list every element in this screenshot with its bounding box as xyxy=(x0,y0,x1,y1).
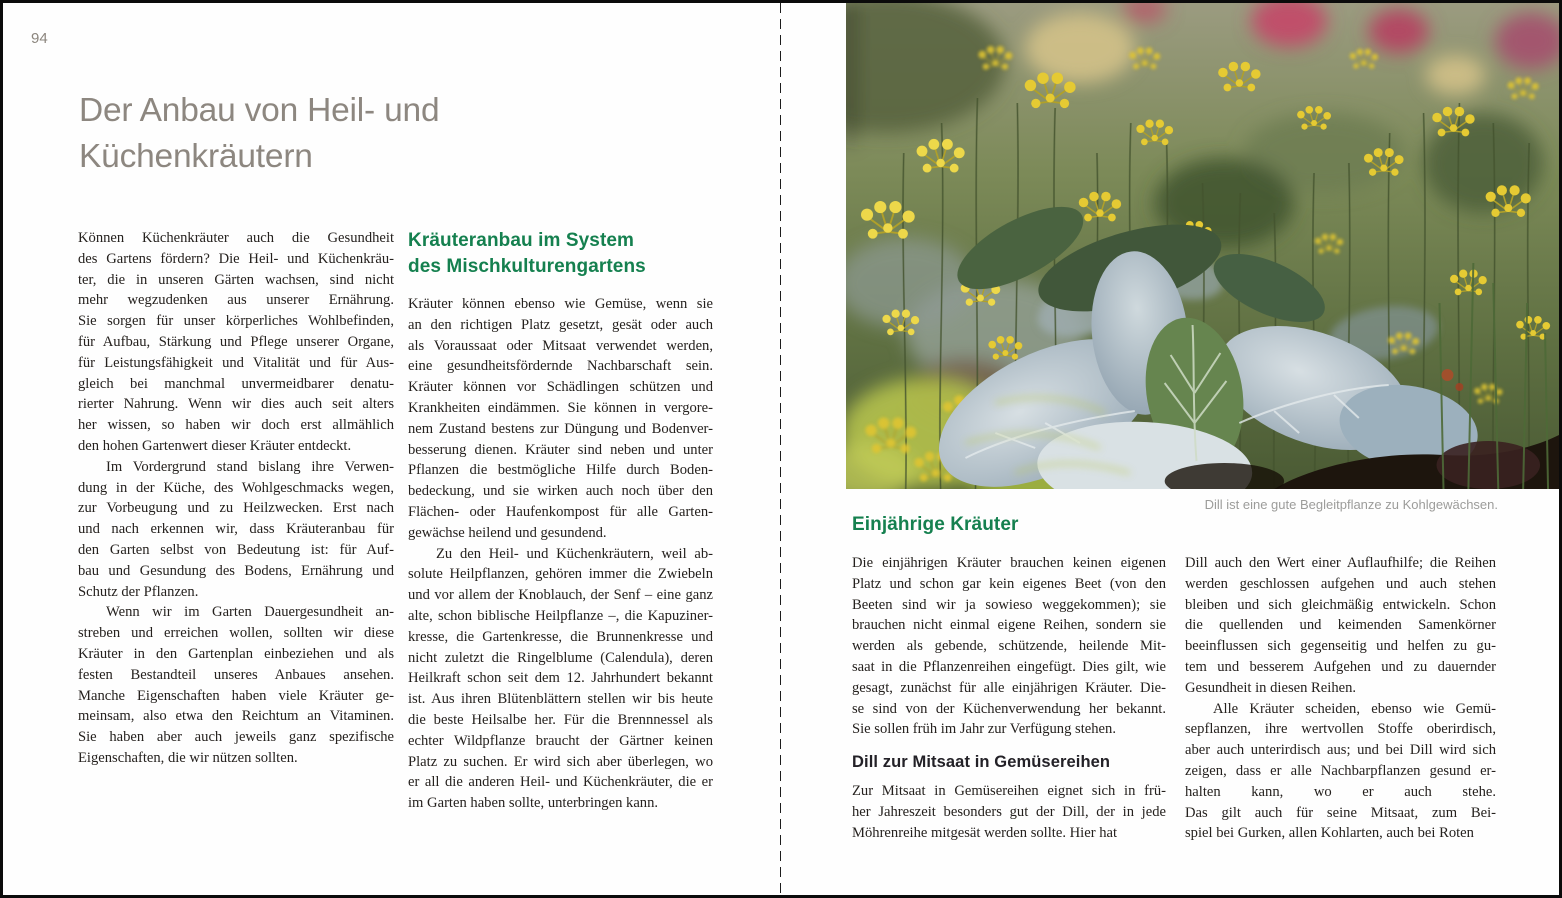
text-line: nem Zustand bestens zur Düngung und Bodenver- xyxy=(408,420,713,437)
text-line: ist. Aus ihren Blütenblättern stellen wir bis heute xyxy=(408,691,713,708)
paragraph xyxy=(78,228,394,457)
text-line: festen Bestandteil unseres Anbaues ansehen. xyxy=(78,666,394,683)
chapter-title xyxy=(79,88,439,180)
text-line: echter Wildpflanze braucht der Gärtner keinen xyxy=(408,732,713,749)
text-line: zur Vorbeugung und zu Heilzwecken. Erst nach xyxy=(78,500,394,517)
text-line: her Jahreszeit besonders gut der Dill, der in jede xyxy=(852,803,1166,820)
text-line: beeinflussen sich gegenseitig und helfen zu gu- xyxy=(1185,638,1496,655)
text-line: bau und Gesundung des Bodens, Ernährung und xyxy=(78,562,394,579)
paragraph xyxy=(408,294,713,544)
text-line: dung in der Küche, des Wohlgeschmacks wegen, xyxy=(78,479,394,496)
text-line: spiel bei Gurken, allen Kohlarten, auch bei Roten xyxy=(1185,825,1474,842)
text-line: kresse, die Gartenkresse, die Brunnenkresse und xyxy=(408,628,713,645)
paragraph xyxy=(78,602,394,768)
text-line: Können Küchenkräuter auch die Gesundheit xyxy=(78,230,394,246)
text-line: nicht zuletzt die Ringelblume (Calendula), deren xyxy=(408,649,713,666)
heading-line: Kräuteranbau im System xyxy=(408,230,635,251)
text-line: bedeckung, und sie wirken auch noch über den xyxy=(408,483,713,500)
text-line: an den richtigen Platz gesetzt, gesät oder auch xyxy=(408,316,713,333)
text-line: die beste Heilsalbe her. Für die Brennnessel als xyxy=(408,711,713,728)
text-line: er all die anderen Heil- und Küchenkräuter, die er xyxy=(408,774,713,791)
text-line: und nach erkennen wir, dass Kräuteranbau für xyxy=(78,521,394,538)
right-page-right-column xyxy=(1185,553,1496,844)
text-line: rierter Nahrung. Wenn wir dies auch seit alters xyxy=(78,396,394,413)
text-line: werden als gebende, schützende, heilende Mit- xyxy=(852,638,1166,655)
text-line: aber auch unterirdisch aus; und bei Dill wird sich xyxy=(1185,742,1496,759)
paragraph xyxy=(852,781,1166,843)
text-line: Sie sorgen für unser körperliches Wohlbefinden, xyxy=(78,313,394,330)
text-line: mehr wegzudenken aus unserer Ernährung. xyxy=(78,292,394,309)
paragraph xyxy=(78,457,394,603)
text-line: alte, schon biblische Heilpflanze –, die Kapuziner- xyxy=(408,607,713,624)
text-line: als Voraussaat oder Mitsaat verwendet werden, xyxy=(408,337,713,354)
text-line: se sind von der Küchenverwendung her bekannt. xyxy=(852,700,1166,717)
text-line: im Garten haben sollte, unterbringen kann. xyxy=(408,795,659,812)
text-line: Platz zu suchen. Er wird sich aber überlegen, wo xyxy=(408,753,713,770)
page-number: 94 xyxy=(31,30,48,47)
page-fold-divider xyxy=(780,3,781,895)
heading-line: des Mischkulturengartens xyxy=(408,256,646,277)
text-line: Eigenschaften, die wir nützen sollten. xyxy=(78,749,298,766)
text-line: des Gartens fördern? Die Heil- und Küchenkräu- xyxy=(78,250,394,267)
text-line: Die einjährigen Kräuter brauchen keinen eigenen xyxy=(852,555,1166,571)
text-line: für Aufbau, Stärkung und Pflege unserer Organe, xyxy=(78,333,394,350)
paragraph xyxy=(1185,553,1496,699)
subheading-dill-mitsaat: Dill zur Mitsaat in Gemüsereihen xyxy=(852,753,1111,772)
text-line: Flächen- oder Haufenkompost für alle Garten- xyxy=(408,503,713,520)
middle-column-body xyxy=(408,294,713,814)
text-line: besserung dienen. Kräuter sind neben und unter xyxy=(408,441,713,458)
text-line: tem und besserem Aufgehen und zu dauernder xyxy=(1185,658,1496,675)
column-body xyxy=(852,553,1166,740)
text-line: Kräuter können vor Schädlingen schützen und xyxy=(408,379,713,396)
text-line: gesagt, zunächst für alle einjährigen Kräuter. Die- xyxy=(852,679,1166,696)
text-line: und vor allem der Knoblauch, der Senf – eine ganz xyxy=(408,587,713,604)
heading-line: Küchenkräutern xyxy=(79,138,313,175)
text-line: für Leistungsfähigkeit und Vitalität und für Aus- xyxy=(78,354,394,371)
text-line: gewächse heilend und gesundend. xyxy=(408,524,607,541)
middle-text-column xyxy=(408,228,713,814)
text-line: Heilkraft schon seit dem 12. Jahrhundert bekannt xyxy=(408,670,713,687)
left-text-column xyxy=(78,228,394,769)
text-line: saat in die Pflanzenreihen eingefügt. Dies gilt, wie xyxy=(852,658,1166,675)
section-heading-einjaehrige: Einjährige Kräuter xyxy=(852,514,1019,535)
text-line: Platz und schon gar kein eigenes Beet (von den xyxy=(852,575,1166,592)
text-line: Kräuter in den Gartenplan einbeziehen und als xyxy=(78,645,394,662)
text-line: Manche Eigenschaften haben viele Kräuter ge- xyxy=(78,687,394,704)
text-line: Pflanzen die bestmögliche Hilfe durch Boden- xyxy=(408,462,713,479)
text-line: den hohen Gartenwert dieser Kräuter entdeckt. xyxy=(78,437,352,454)
text-line: Alle Kräuter scheiden, ebenso wie Gemü- xyxy=(1213,700,1496,717)
text-line: eine gesundheitsfördernde Nachbarschaft sein. xyxy=(408,358,713,375)
text-line: Kräuter können ebenso wie Gemüse, wenn sie xyxy=(408,296,713,312)
text-line: Im Vordergrund stand bislang ihre Verwen- xyxy=(106,458,394,475)
text-line: gleich bei manchmal unvermeidbarer denatu- xyxy=(78,375,394,392)
text-line: werden geschlossen aufgehen und auch stehen xyxy=(1185,575,1496,592)
text-line: sepflanzen, ihre wertvollen Stoffe oberirdisch, xyxy=(1185,721,1496,738)
text-line: Schutz der Pflanzen. xyxy=(78,583,199,600)
text-line: Wenn wir im Garten Dauergesundheit an- xyxy=(106,604,394,621)
text-line: Möhrenreihe mitgesät werden sollte. Hier hat xyxy=(852,824,1118,841)
text-line: streben und erreichen wollen, sollten wir diese xyxy=(78,625,394,642)
garden-photo xyxy=(846,3,1559,489)
text-line: brauchen nicht einmal eigene Reihen, sondern sie xyxy=(852,617,1166,634)
text-line: Sie sollen früh im Jahr zur Verfügung stehen. xyxy=(852,721,1116,738)
paragraph xyxy=(408,544,713,814)
text-line: bleiben und sich gleichmäßig entwickeln. Schon xyxy=(1185,596,1496,613)
text-line: Das gilt auch für seine Mitsaat, zum Bei- xyxy=(1185,804,1496,821)
text-line: Beeten sind wir ja sowieso weggekommen); sie xyxy=(852,596,1166,613)
section-heading-mischkultur xyxy=(408,228,713,280)
text-line: halten kann, wo er auch stehe. xyxy=(1185,783,1496,800)
text-line: her wissen, so haben wir doch erst allmählich xyxy=(78,417,394,434)
column-body xyxy=(852,781,1166,843)
text-line: die quellenden und keimenden Samenkörner xyxy=(1185,617,1496,634)
heading-line: Der Anbau von Heil- und xyxy=(79,92,440,129)
paragraph xyxy=(852,553,1166,740)
text-line: zeigen, dass er alle Nachbarpflanzen gesund er- xyxy=(1185,762,1496,779)
text-line: Dill auch den Wert einer Auflaufhilfe; die Reihen xyxy=(1185,555,1496,571)
text-line: Sie haben aber auch jeweils ganz spezifische xyxy=(78,729,394,746)
text-line: Krankheiten eindämmen. Sie können in vergore- xyxy=(408,399,713,416)
garden-photo-illustration xyxy=(846,3,1559,489)
text-line: den Garten selbst von Bedeutung ist: für Auf- xyxy=(78,541,394,558)
right-page-left-column xyxy=(852,553,1166,843)
text-line: meinsam, also etwa den Reichtum an Vitaminen. xyxy=(78,708,394,725)
photo-caption: Dill ist eine gute Begleitpflanze zu Kohlgewächsen. xyxy=(1204,497,1498,512)
text-line: Zur Mitsaat in Gemüsereihen eignet sich in frü- xyxy=(852,782,1166,799)
text-line: Gesundheit in diesen Reihen. xyxy=(1185,679,1357,696)
paragraph xyxy=(1185,699,1496,845)
text-line: ter, die in unseren Gärten wachsen, sind nicht xyxy=(78,271,394,288)
text-line: solute Heilpflanzen, gehören immer die Zwiebeln xyxy=(408,566,713,583)
text-line: Zu den Heil- und Küchenkräutern, weil ab- xyxy=(436,545,713,562)
